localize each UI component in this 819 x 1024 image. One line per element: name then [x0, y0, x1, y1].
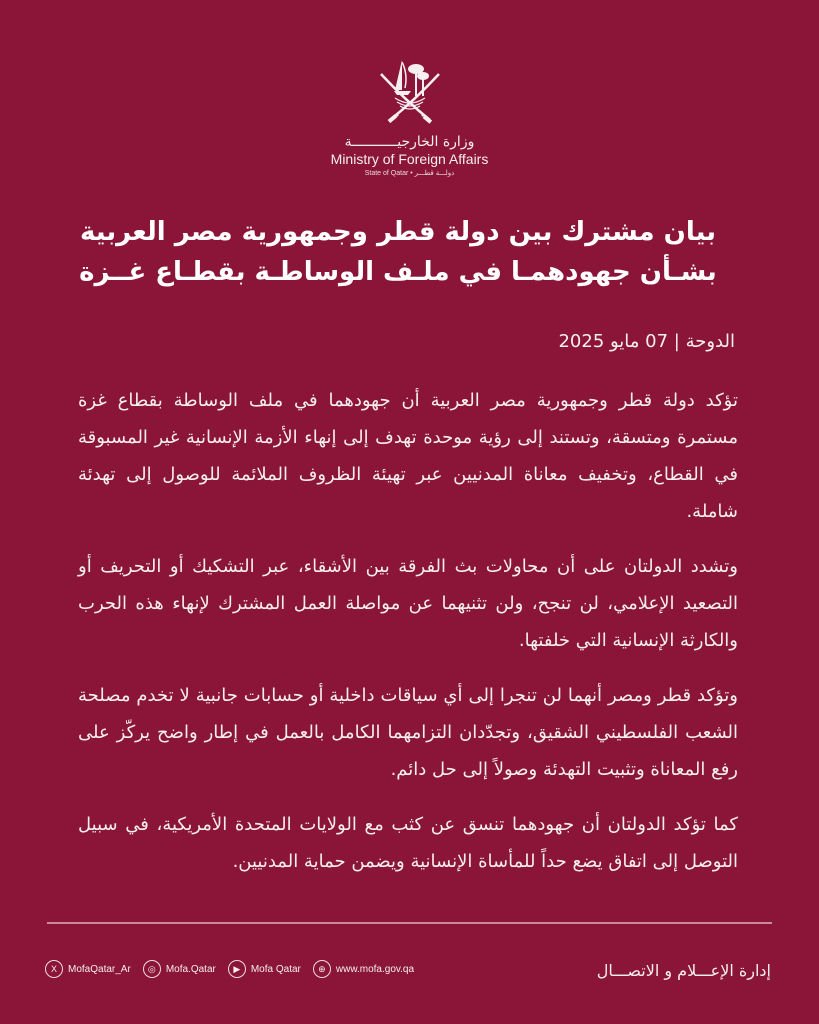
youtube-icon: ▶: [228, 960, 246, 978]
instagram-icon: ◎: [143, 960, 161, 978]
statement-body: [78, 382, 738, 898]
dateline: الدوحة | 07 مايو 2025: [558, 331, 735, 352]
qatar-emblem-icon: [375, 52, 445, 132]
globe-icon: ⊕: [313, 960, 331, 978]
social-link-youtube[interactable]: [228, 960, 301, 978]
paragraph-2: وتشدد الدولتان على أن محاولات بث الفرقة بين الأشقاء، عبر التشكيك أو التحريف أو التصعيد الإعلامي، لن تنجح، ولن تثنيهما عن مواصلة العمل المشترك لإنهاء هذه الحرب والكارثة الإنسانية التي خلفتها.: [78, 556, 738, 651]
paragraph-1: تؤكد دولة قطر وجمهورية مصر العربية أن جهودهما في ملف الوساطة بقطاع غزة مستمرة ومتسقة، وتستند إلى رؤية موحدة تهدف إلى إنهاء الأزمة الإنسانية غير المسبوقة في القطاع، وتخفيف معاناة المدنيين عبر تهيئة الظروف الملائمة للوصول إلى تهدئة شاملة.: [78, 390, 738, 522]
statement-title: [60, 212, 736, 292]
title-line-1: بيان مشترك بين دولة قطر وجمهورية مصر العربية: [79, 217, 717, 247]
social-link-website[interactable]: [313, 960, 414, 978]
social-label: MofaQatar_Ar: [68, 963, 131, 975]
footer-divider: [47, 922, 772, 924]
state-of-qatar-label: State of Qatar • دولـــة قطـــر: [364, 170, 455, 177]
department-name: إدارة الإعـــلام و الاتصـــال: [596, 961, 771, 980]
social-label: Mofa.Qatar: [165, 963, 216, 975]
title-line-2: بشـأن جهودهمـا في ملـف الوساطـة بقطـاع غــزة: [79, 257, 717, 287]
ministry-name-arabic: وزارة الخارجيـــــــــــة: [344, 134, 475, 150]
paragraph-3: وتؤكد قطر ومصر أنهما لن تنجرا إلى أي سياقات داخلية أو حسابات جانبية لا تخدم مصلحة الشعب الفلسطيني الشقيق، وتجدّدان التزامهما الكامل بالعمل في إطار واضح يركّز على رفع المعاناة وتثبيت التهدئة وصولاً إلى حل دائم.: [78, 685, 738, 780]
paragraph-4: كما تؤكد الدولتان أن جهودهما تنسق عن كثب مع الولايات المتحدة الأمريكية، في سبيل التوصل إلى اتفاق يضع حداً للمأساة الإنسانية ويضمن حماية المدنيين.: [78, 814, 738, 872]
social-links: [45, 960, 414, 978]
social-label: Mofa Qatar: [250, 963, 301, 975]
social-label: www.mofa.gov.qa: [335, 963, 415, 975]
x-icon: X: [45, 960, 63, 978]
ministry-header: [0, 52, 819, 179]
ministry-name-english: Ministry of Foreign Affairs: [330, 151, 489, 167]
social-link-instagram[interactable]: [143, 960, 216, 978]
social-link-x[interactable]: [45, 960, 131, 978]
